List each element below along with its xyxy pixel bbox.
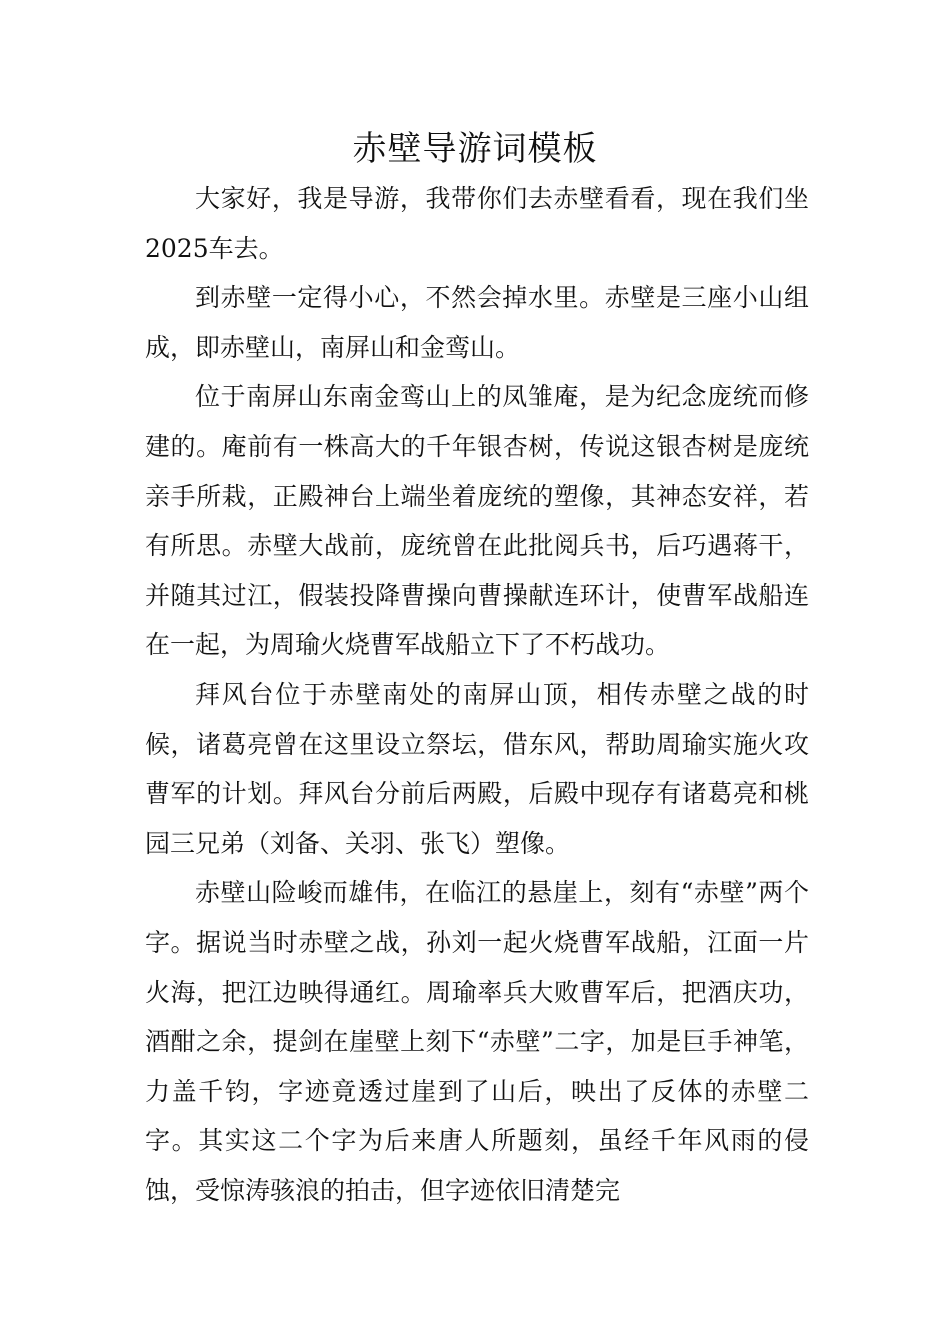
paragraph: 拜风台位于赤壁南处的南屏山顶，相传赤壁之战的时候，诸葛亮曾在这里设立祭坛，借东风，帮助周瑜实施火攻曹军的计划。拜风台分前后两殿，后殿中现存有诸葛亮和桃园三兄弟（刘备、关羽、张飞）塑像。 — [145, 679, 809, 858]
paragraph: 大家好，我是导游，我带你们去赤壁看看，现在我们坐2025车去。 — [145, 184, 809, 263]
paragraph: 到赤壁一定得小心，不然会掉水里。赤壁是三座小山组成，即赤壁山，南屏山和金鸾山。 — [145, 283, 809, 362]
document-title: 赤壁导游词模板 — [352, 129, 598, 169]
paragraph: 位于南屏山东南金鸾山上的凤雏庵，是为纪念庞统而修建的。庵前有一株高大的千年银杏树，传说这银杏树是庞统亲手所栽，正殿神台上端坐着庞统的塑像，其神态安祥，若有所思。赤壁大战前，庞统曾在此批阅兵书，后巧遇蒋干，并随其过江，假装投降曹操向曹操献连环计，使曹军战船连在一起，为周瑜火烧曹军战船立下了不朽战功。 — [145, 382, 809, 660]
paragraph: 赤壁山险峻而雄伟，在临江的悬崖上，刻有“赤壁”两个字。据说当时赤壁之战，孙刘一起火烧曹军战船，江面一片火海，把江边映得通红。周瑜率兵大败曹军后，把酒庆功，酒酣之余，提剑在崖壁上刻下“赤壁”二字，加是巨手神笔，力盖千钧，字迹竟透过崖到了山后，映出了反体的赤壁二字。其实这二个字为后来唐人所题刻，虽经千年风雨的侵蚀，受惊涛骇浪的拍击，但字迹依旧清楚完 — [145, 878, 809, 1205]
document-body — [145, 174, 809, 1215]
